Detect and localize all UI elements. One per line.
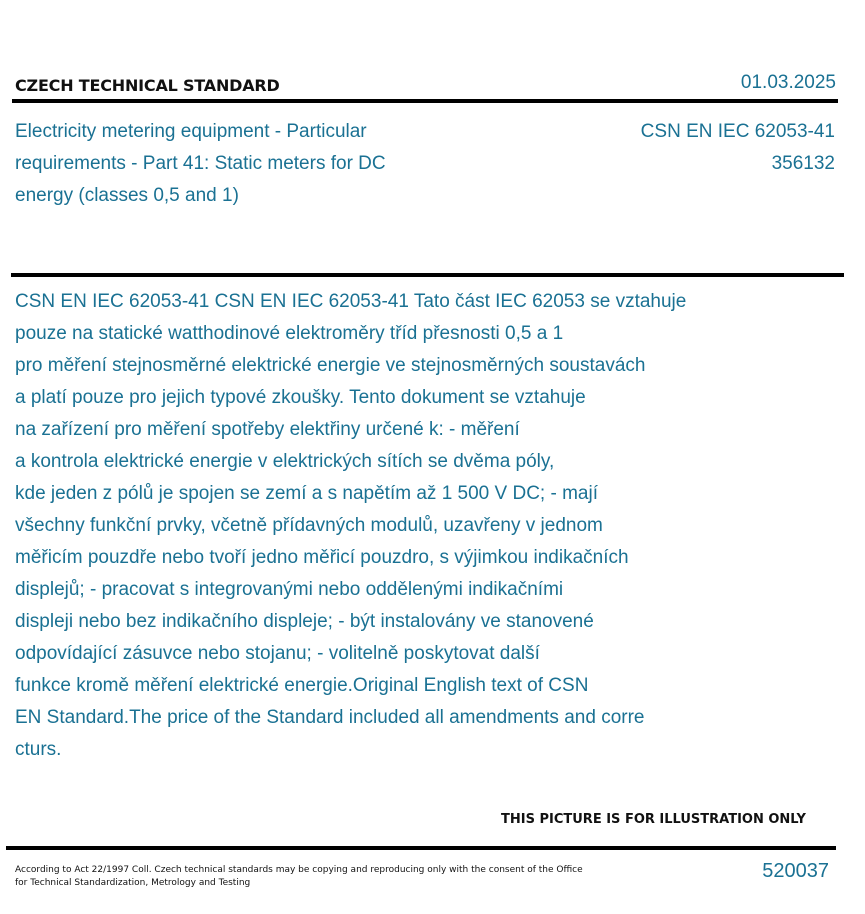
catalog-number: 356132	[771, 153, 835, 174]
document-code: 520037	[762, 860, 829, 882]
publication-date: 01.03.2025	[740, 72, 836, 93]
document-title: Electricity metering equipment - Particular requirements - Part 41: Static meters for DC energy (classes 0,5 and 1)	[15, 121, 386, 206]
title-divider	[11, 273, 844, 277]
document-abstract: CSN EN IEC 62053-41 CSN EN IEC 62053-41 Tato část IEC 62053 se vztahuje pouze na statické watthodinové elektroměry tříd přesnosti 0,5 a 1 pro měření stejnosměrné elektrické energie ve stejnosměrných soustavách a platí pouze pro jejich typové zkoušky. Tento dokument se vztahuje na zařízení pro měření spotřeby elektřiny určené k: - měření a kontrola elektrické energie v elektrických sítích se dvěma póly, kde jeden z pólů je spojen se zemí a s napětím až 1 500 V DC; - mají všechny funkční prvky, včetně přídavných modulů, uzavřeny v jednom měřicím pouzdře nebo tvoří jedno měřicí pouzdro, s výjimkou indikačních displejů; - pracovat s integrovanými nebo oddělenými indikačními displeji nebo bez indikačního displeje; - být instalovány ve stanovené odpovídající zásuvce nebo stojanu; - volitelně poskytovat další funkce kromě měření elektrické energie.Original English text of CSN EN Standard.The price of the Standard included all amendments and corre cturs.	[15, 291, 687, 760]
header-divider	[12, 99, 838, 103]
document-type-label: CZECH TECHNICAL STANDARD	[15, 76, 280, 95]
legal-notice: According to Act 22/1997 Coll. Czech technical standards may be copying and reproducing only with the consent of the Office for Technical Standardization, Metrology and Testing	[15, 865, 583, 888]
illustration-disclaimer: THIS PICTURE IS FOR ILLUSTRATION ONLY	[501, 812, 806, 827]
standard-number: CSN EN IEC 62053-41	[640, 121, 835, 142]
standard-identifiers	[641, 116, 835, 180]
footer-divider	[6, 846, 836, 850]
